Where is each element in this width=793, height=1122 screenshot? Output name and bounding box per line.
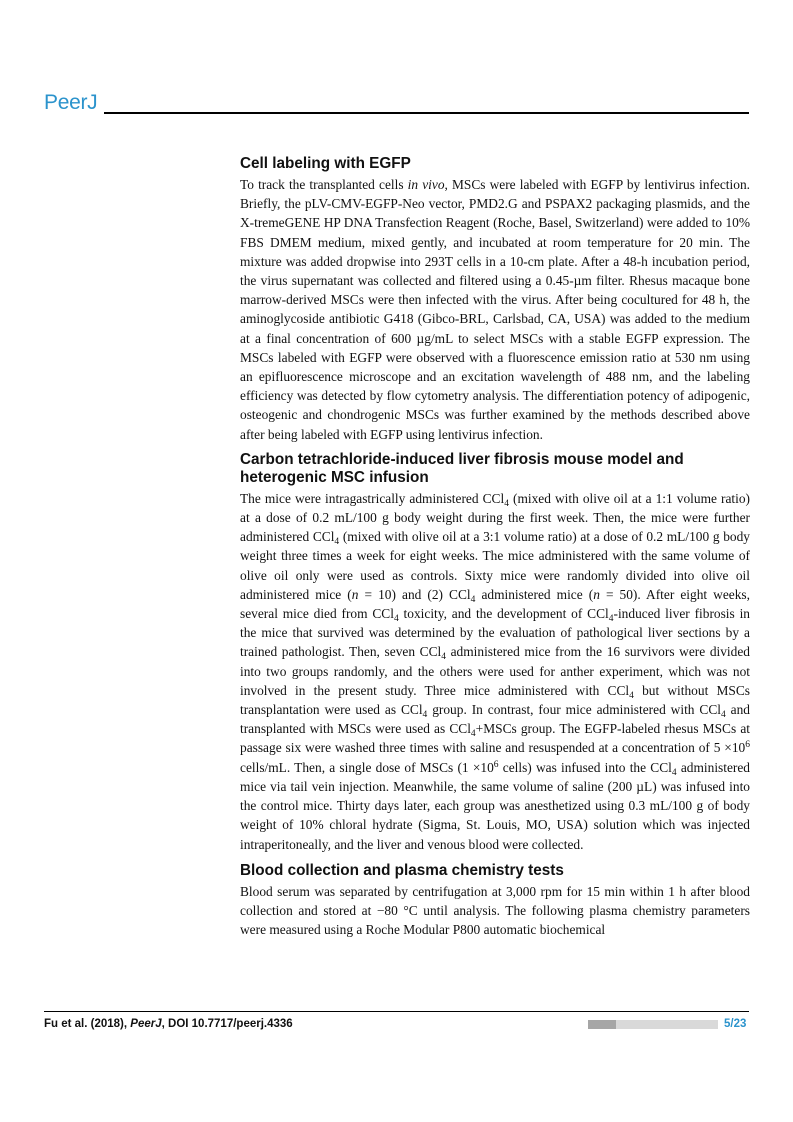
- article-body: [240, 155, 750, 939]
- header-rule: [104, 112, 749, 114]
- section-paragraph: Blood serum was separated by centrifugation at 3,000 rpm for 15 min within 1 h after blood collection and stored at −80 °C until analysis. The following plasma chemistry parameters were measured using a Roche Modular P800 automatic biochemical: [240, 883, 750, 938]
- peerj-logo: [44, 92, 97, 113]
- section-paragraph: The mice were intragastrically administered CCl$_4$ (mixed with olive oil at a 1:1 volume ratio) at a dose of 0.2 mL/100 g body weight during the first week. Then, the mice were further administered CCl$_4$ (mixed with olive oil at a 3:1 volume ratio) at a dose of 0.2 mL/100 g body weight three times a week for eight weeks. The mice administered with the same volume of olive oil only were used as controls. Sixty mice were randomly divided into olive oil administered mice (n = 10) and (2) CCl$_4$ administered mice (n = 50). After eight weeks, several mice died from CCl$_4$ toxicity, and the development of CCl$_4$-induced liver fibrosis in the mice that survived was determined by the evaluation of pathological liver sections by a trained pathologist. Then, seven CCl$_4$ administered mice from the 16 survivors were divided into two groups randomly, and the others were used for anther experiment, which was not involved in the present study. Three mice administered with CCl$_4$ but without MSCs transplantation were used as CCl$_4$ group. In contrast, four mice administered with CCl$_4$ and transplanted with MSCs were used as CCl$_4$+MSCs group. The EGFP-labeled rhesus MSCs at passage six were washed three times with saline and resuspended at a concentration of $5 \times 10^6$ cells/mL. Then, a single dose of MSCs ($1 \times 10^6$ cells) was infused into the CCl$_4$ administered mice via tail vein injection. Meanwhile, the same volume of saline (200 µL) was infused into the control mice. Thirty days later, each group was anesthetized using 0.3 mL/100 g of body weight of 10% chloral hydrate (Sigma, St. Louis, MO, USA) solution which was injected intraperitoneally, and the liver and venous blood were collected.: [240, 490, 751, 852]
- footer-rule: [44, 1011, 749, 1012]
- page-progress-bar: [588, 1020, 718, 1029]
- section-heading: Cell labeling with EGFP: [240, 155, 411, 172]
- footer-citation: Fu et al. (2018), PeerJ, DOI 10.7717/peerj.4336: [44, 1018, 293, 1030]
- page-number: 5/23: [724, 1018, 747, 1030]
- section-heading: Carbon tetrachloride-induced liver fibrosis mouse model and heterogenic MSC infusion: [240, 450, 684, 486]
- page-progress-fill: [588, 1020, 616, 1029]
- section-paragraph: To track the transplanted cells in vivo, MSCs were labeled with EGFP by lentivirus infection. Briefly, the pLV-CMV-EGFP-Neo vector, PMD2.G and PSPAX2 packaging plasmids, and the X-tremeGENE HP DNA Transfection Reagent (Roche, Basel, Switzerland) were added to 10% FBS DMEM medium, mixed gently, and incubated at room temperature for 20 min. The mixture was added dropwise into 293T cells in a 10-cm plate. After a 48-h incubation period, the virus supernatant was collected and filtered using a 0.45-µm filter. Rhesus macaque bone marrow-derived MSCs were then infected with the virus. After being cocultured for 48 h, the aminoglycoside antibiotic G418 (Gibco-BRL, Carlsbad, CA, USA) was added to the medium at a final concentration of 600 µg/mL to select MSCs with a stable EGFP expression. The MSCs labeled with EGFP were observed with a fluorescence emission ratio at 530 nm using an epifluorescence microscope and an excitation wavelength of 488 nm, and the labeling efficiency was detected by flow cytometry analysis. The differentiation potency of adipogenic, osteogenic and chondrogenic MSCs was further examined by the methods described above after being labeled with EGFP using lentivirus infection.: [240, 177, 750, 442]
- logo-j-text: J: [87, 91, 98, 114]
- section-heading: Blood collection and plasma chemistry tests: [240, 861, 564, 879]
- logo-peer-text: Peer: [44, 91, 88, 114]
